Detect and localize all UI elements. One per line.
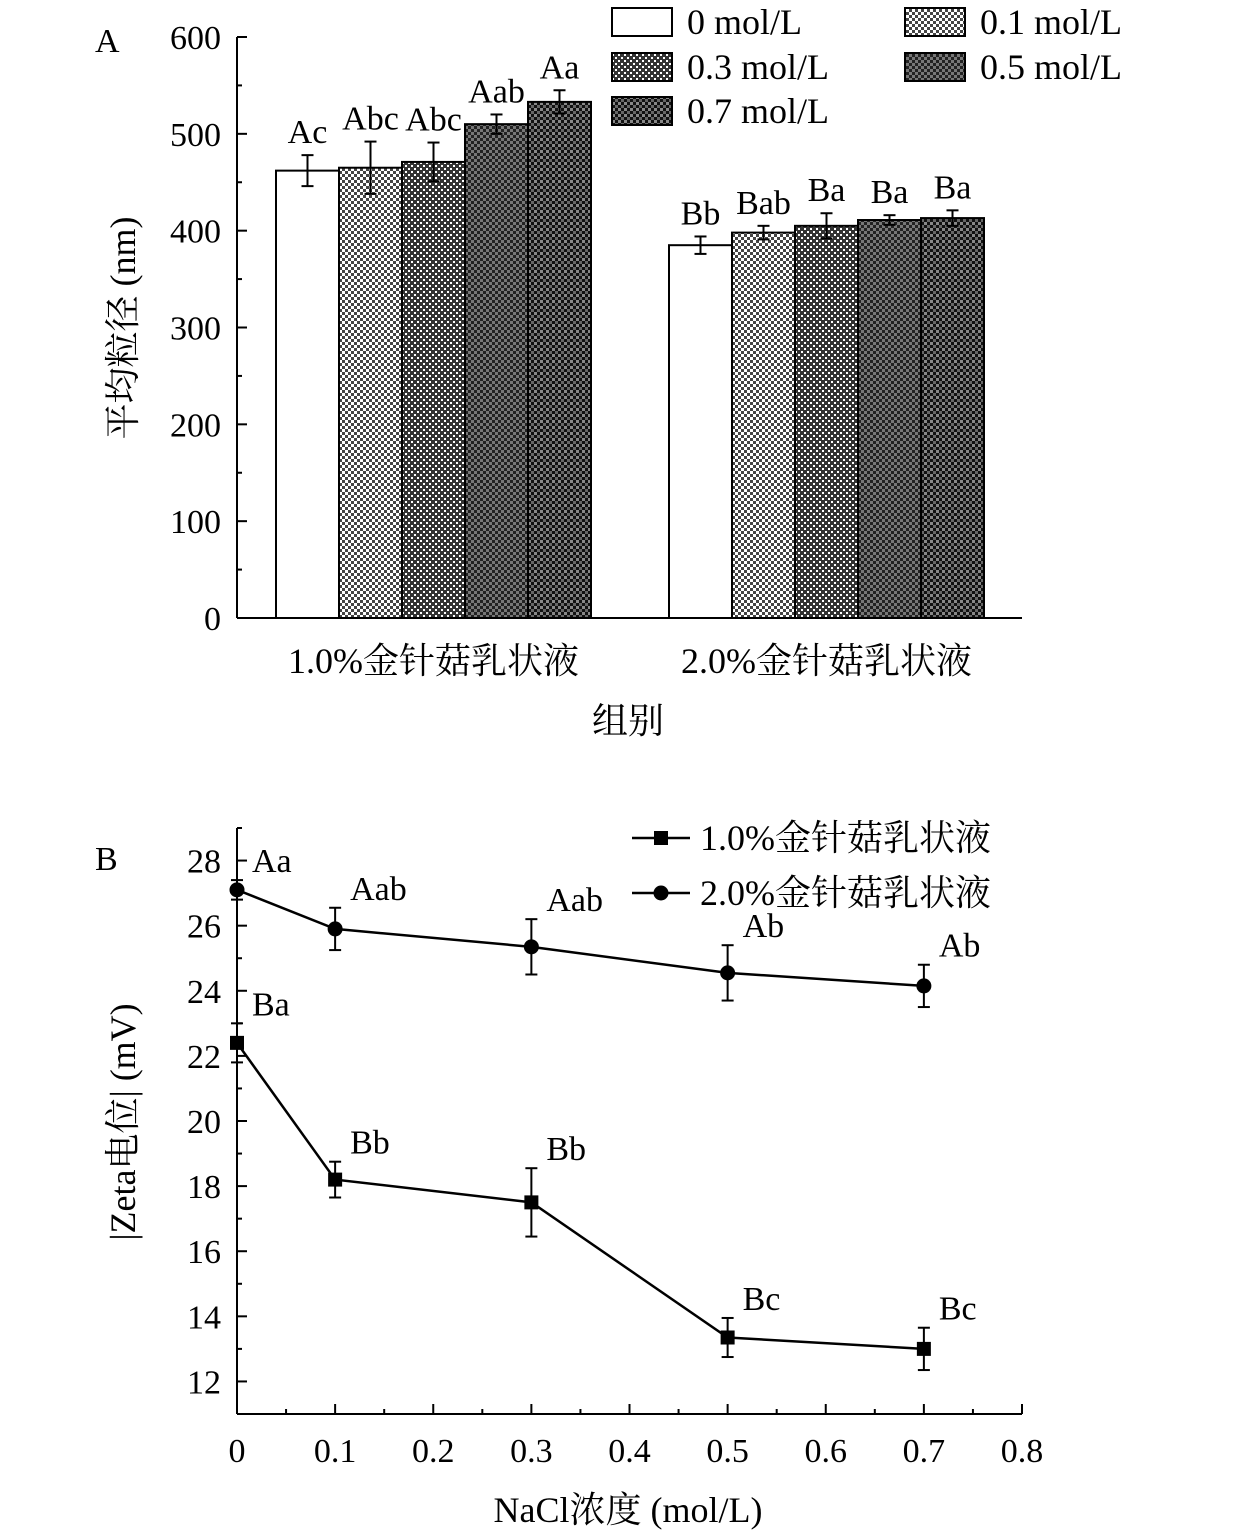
panel-b-y-axis-label: |Zeta电位| (mV) [103,1003,143,1241]
x-tick-label: 0.5 [706,1433,749,1470]
data-point [230,1036,244,1050]
legend-swatch [612,53,672,81]
panel-a-x-axis-label: 组别 [591,701,665,741]
data-point [524,939,539,954]
significance-label: Abc [405,101,462,139]
significance-label: Aab [350,870,407,908]
legend-label: 1.0%金针菇乳状液 [700,818,991,858]
legend-label: 0.3 mol/L [687,47,829,87]
significance-label: Bab [736,184,791,222]
significance-label: Aab [546,882,604,920]
y-tick-label: 100 [170,504,221,542]
panel-b-legend [632,818,991,913]
bar [465,124,528,618]
panel-b-series [230,843,981,1370]
data-point [524,1195,538,1209]
significance-label: Ab [938,927,981,965]
y-tick-label: 28 [187,843,221,881]
panel-a-bars [276,49,984,618]
data-point [916,978,931,993]
x-category-label: 1.0%金针菇乳状液 [288,641,579,681]
data-point [328,921,343,936]
significance-label: Ac [287,114,328,152]
y-tick-label: 16 [187,1234,221,1272]
significance-label: Ba [933,169,972,207]
legend-label: 0.5 mol/L [980,47,1122,87]
significance-label: Bc [742,1280,781,1318]
y-tick-label: 500 [170,116,221,154]
legend-swatch [905,8,965,36]
bar [795,226,858,618]
y-tick-label: 26 [187,908,221,946]
significance-label: Aa [539,49,580,87]
significance-label: Ba [252,986,290,1024]
panel-a-legend [612,2,1122,131]
significance-label: Ab [742,908,785,946]
legend-swatch [612,8,672,36]
x-category-label: 2.0%金针菇乳状液 [681,641,972,681]
y-tick-label: 22 [187,1038,221,1076]
legend-label: 0.1 mol/L [980,2,1122,42]
bar [921,218,984,618]
x-tick-label: 0.3 [510,1433,553,1470]
x-tick-label: 0.8 [1000,1433,1044,1470]
panel-a-y-axis-label: 平均粒径 (nm) [103,216,143,440]
legend-swatch [612,97,672,125]
y-tick-label: 18 [187,1169,221,1207]
significance-label: Bb [350,1124,390,1162]
significance-label: Bb [680,195,721,233]
x-tick-label: 0.1 [313,1433,357,1470]
panel-b-axes [187,828,1043,1470]
legend-label: 2.0%金针菇乳状液 [700,873,991,913]
significance-label: Ba [870,174,909,212]
x-tick-label: 0.2 [412,1433,455,1470]
bar [528,102,591,618]
bar [276,171,339,618]
bar [858,220,921,618]
x-tick-label: 0.7 [902,1433,946,1470]
significance-label: Aa [252,843,292,881]
panel-a-bar-chart [95,2,1122,741]
y-tick-label: 24 [187,973,221,1011]
legend-swatch [905,53,965,81]
y-tick-label: 14 [187,1299,221,1337]
y-tick-label: 200 [170,407,221,445]
y-tick-label: 12 [187,1364,221,1402]
y-tick-label: 600 [170,20,221,57]
data-point [721,1330,735,1344]
significance-label: Aab [468,73,525,111]
significance-label: Abc [342,100,399,138]
data-point [328,1173,342,1187]
significance-label: Bc [938,1290,977,1328]
series-line [237,1043,924,1349]
x-tick-label: 0.6 [804,1433,847,1470]
data-point [230,882,245,897]
y-tick-label: 0 [204,601,221,638]
y-tick-label: 300 [170,310,221,348]
legend-label: 0 mol/L [687,2,802,42]
data-point [720,965,735,980]
significance-label: Ba [807,172,846,210]
panel-b-x-axis-label: NaCl浓度 (mol/L) [493,1490,763,1530]
legend-marker [654,886,669,901]
bar [339,168,402,618]
y-tick-label: 400 [170,213,221,251]
data-point [917,1342,931,1356]
panel-b-line-chart [95,818,1043,1530]
panel-a-letter: A [95,23,120,60]
panel-b-letter: B [95,841,118,878]
bar [669,245,732,618]
x-tick-label: 0 [228,1433,246,1470]
significance-label: Bb [546,1131,587,1169]
legend-label: 0.7 mol/L [687,91,829,131]
bar [732,233,795,618]
legend-marker [654,831,668,845]
x-tick-label: 0.4 [608,1433,651,1470]
y-tick-label: 20 [187,1104,221,1141]
bar [402,162,465,618]
